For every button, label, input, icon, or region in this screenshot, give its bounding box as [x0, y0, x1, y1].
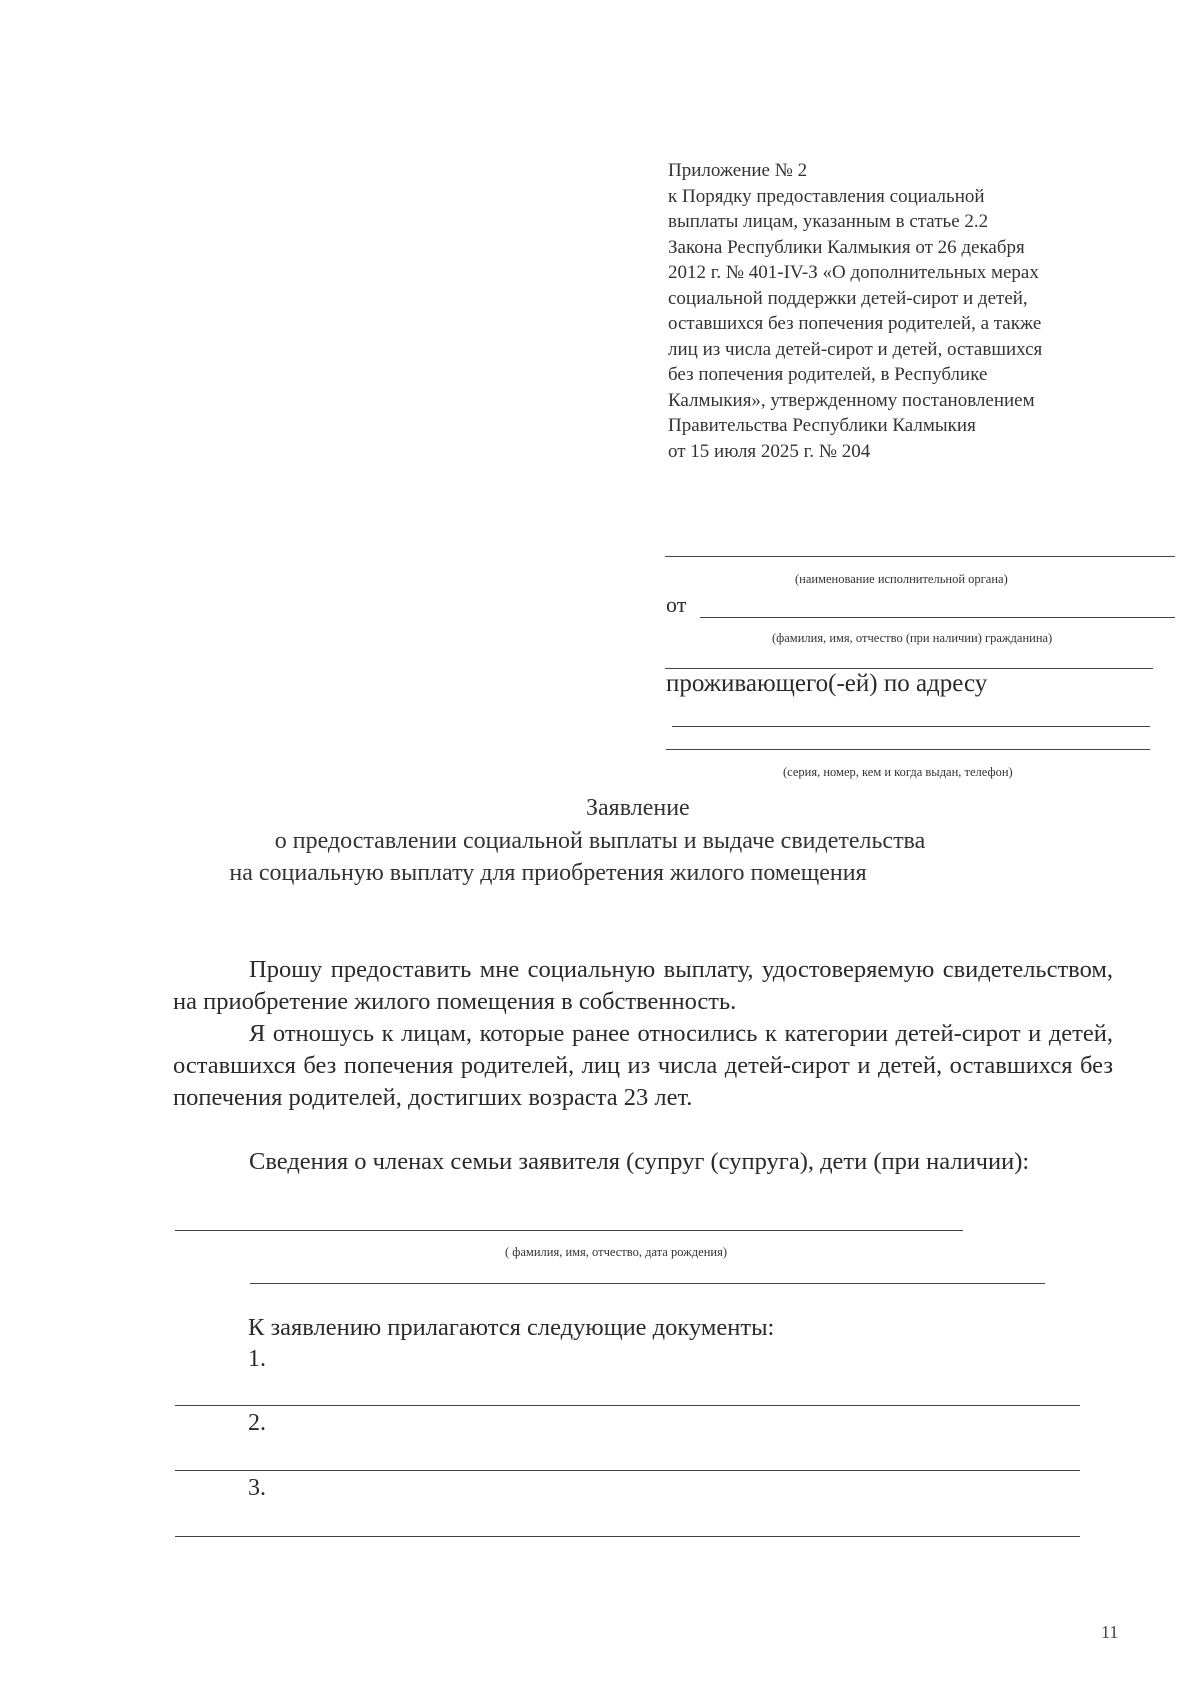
- appendix-line: к Порядку предоставления социальной: [668, 185, 985, 207]
- document-item-line-2[interactable]: [175, 1470, 1080, 1471]
- organ-name-caption: (наименование исполнительной органа): [795, 572, 1008, 586]
- appendix-line: Калмыкия», утвержденному постановлением: [668, 389, 1035, 411]
- family-members-line-2[interactable]: [250, 1283, 1045, 1284]
- organ-name-line[interactable]: [665, 556, 1175, 557]
- appendix-line: без попечения родителей, в Республике: [668, 364, 988, 385]
- appendix-line: Правительства Республики Калмыкия: [668, 415, 976, 436]
- family-members-caption: ( фамилия, имя, отчество, дата рождения): [505, 1245, 727, 1259]
- appendix-line: 2012 г. № 401-IV-З «О дополнительных мерах: [668, 262, 1039, 283]
- appendix-line: Приложение № 2: [668, 160, 808, 181]
- applicant-name-line-2[interactable]: [665, 668, 1153, 669]
- document-item-line-1[interactable]: [175, 1405, 1080, 1406]
- from-label: от: [666, 592, 687, 617]
- document-title: Заявление: [586, 795, 690, 821]
- appendix-line: социальной поддержки детей-сирот и детей,: [668, 287, 1028, 309]
- document-item-number: 1.: [248, 1346, 266, 1372]
- family-members-line-1[interactable]: [175, 1230, 963, 1231]
- appendix-line: от 15 июля 2025 г. № 204: [668, 440, 871, 462]
- category-paragraph: Я отношусь к лицам, которые ранее относились к категории детей-сирот и детей, оставшихся без попечения родителей, лиц из числа детей-сирот и детей, оставшихся без попечения родителей, достигших возраста 23 лет.: [173, 1020, 1113, 1111]
- appendix-line: лиц из числа детей-сирот и детей, оставшихся: [668, 338, 1043, 360]
- applicant-name-line[interactable]: [700, 617, 1175, 618]
- document-subtitle-line-2: на социальную выплату для приобретения жилого помещения: [229, 860, 867, 886]
- document-item-line-3[interactable]: [175, 1536, 1080, 1537]
- family-members-paragraph: Сведения о членах семьи заявителя (супруг (супруга), дети (при наличии):: [249, 1148, 1030, 1175]
- address-line-2[interactable]: [666, 749, 1150, 750]
- appendix-line: Закона Республики Калмыкия от 26 декабря: [668, 236, 1025, 258]
- document-subtitle-line-1: о предоставлении социальной выплаты и выдаче свидетельства: [274, 828, 926, 854]
- residing-label: проживающего(-ей) по адресу: [666, 670, 988, 697]
- documents-label: К заявлению прилагаются следующие документы:: [248, 1314, 775, 1341]
- appendix-line: оставшихся без попечения родителей, а также: [668, 313, 1042, 334]
- applicant-name-caption: (фамилия, имя, отчество (при наличии) гражданина): [772, 631, 1053, 645]
- passport-caption: (серия, номер, кем и когда выдан, телефон): [783, 765, 1013, 779]
- appendix-header: [668, 158, 1138, 464]
- page-number: 11: [1101, 1622, 1119, 1642]
- appendix-line: выплаты лицам, указанным в статье 2.2: [668, 211, 989, 232]
- document-item-number: 3.: [248, 1475, 266, 1501]
- address-line-1[interactable]: [672, 726, 1150, 727]
- document-item-number: 2.: [248, 1410, 266, 1436]
- request-paragraph: Прошу предоставить мне социальную выплату, удостоверяемую свидетельством, на приобретение жилого помещения в собственность.: [173, 956, 1113, 1015]
